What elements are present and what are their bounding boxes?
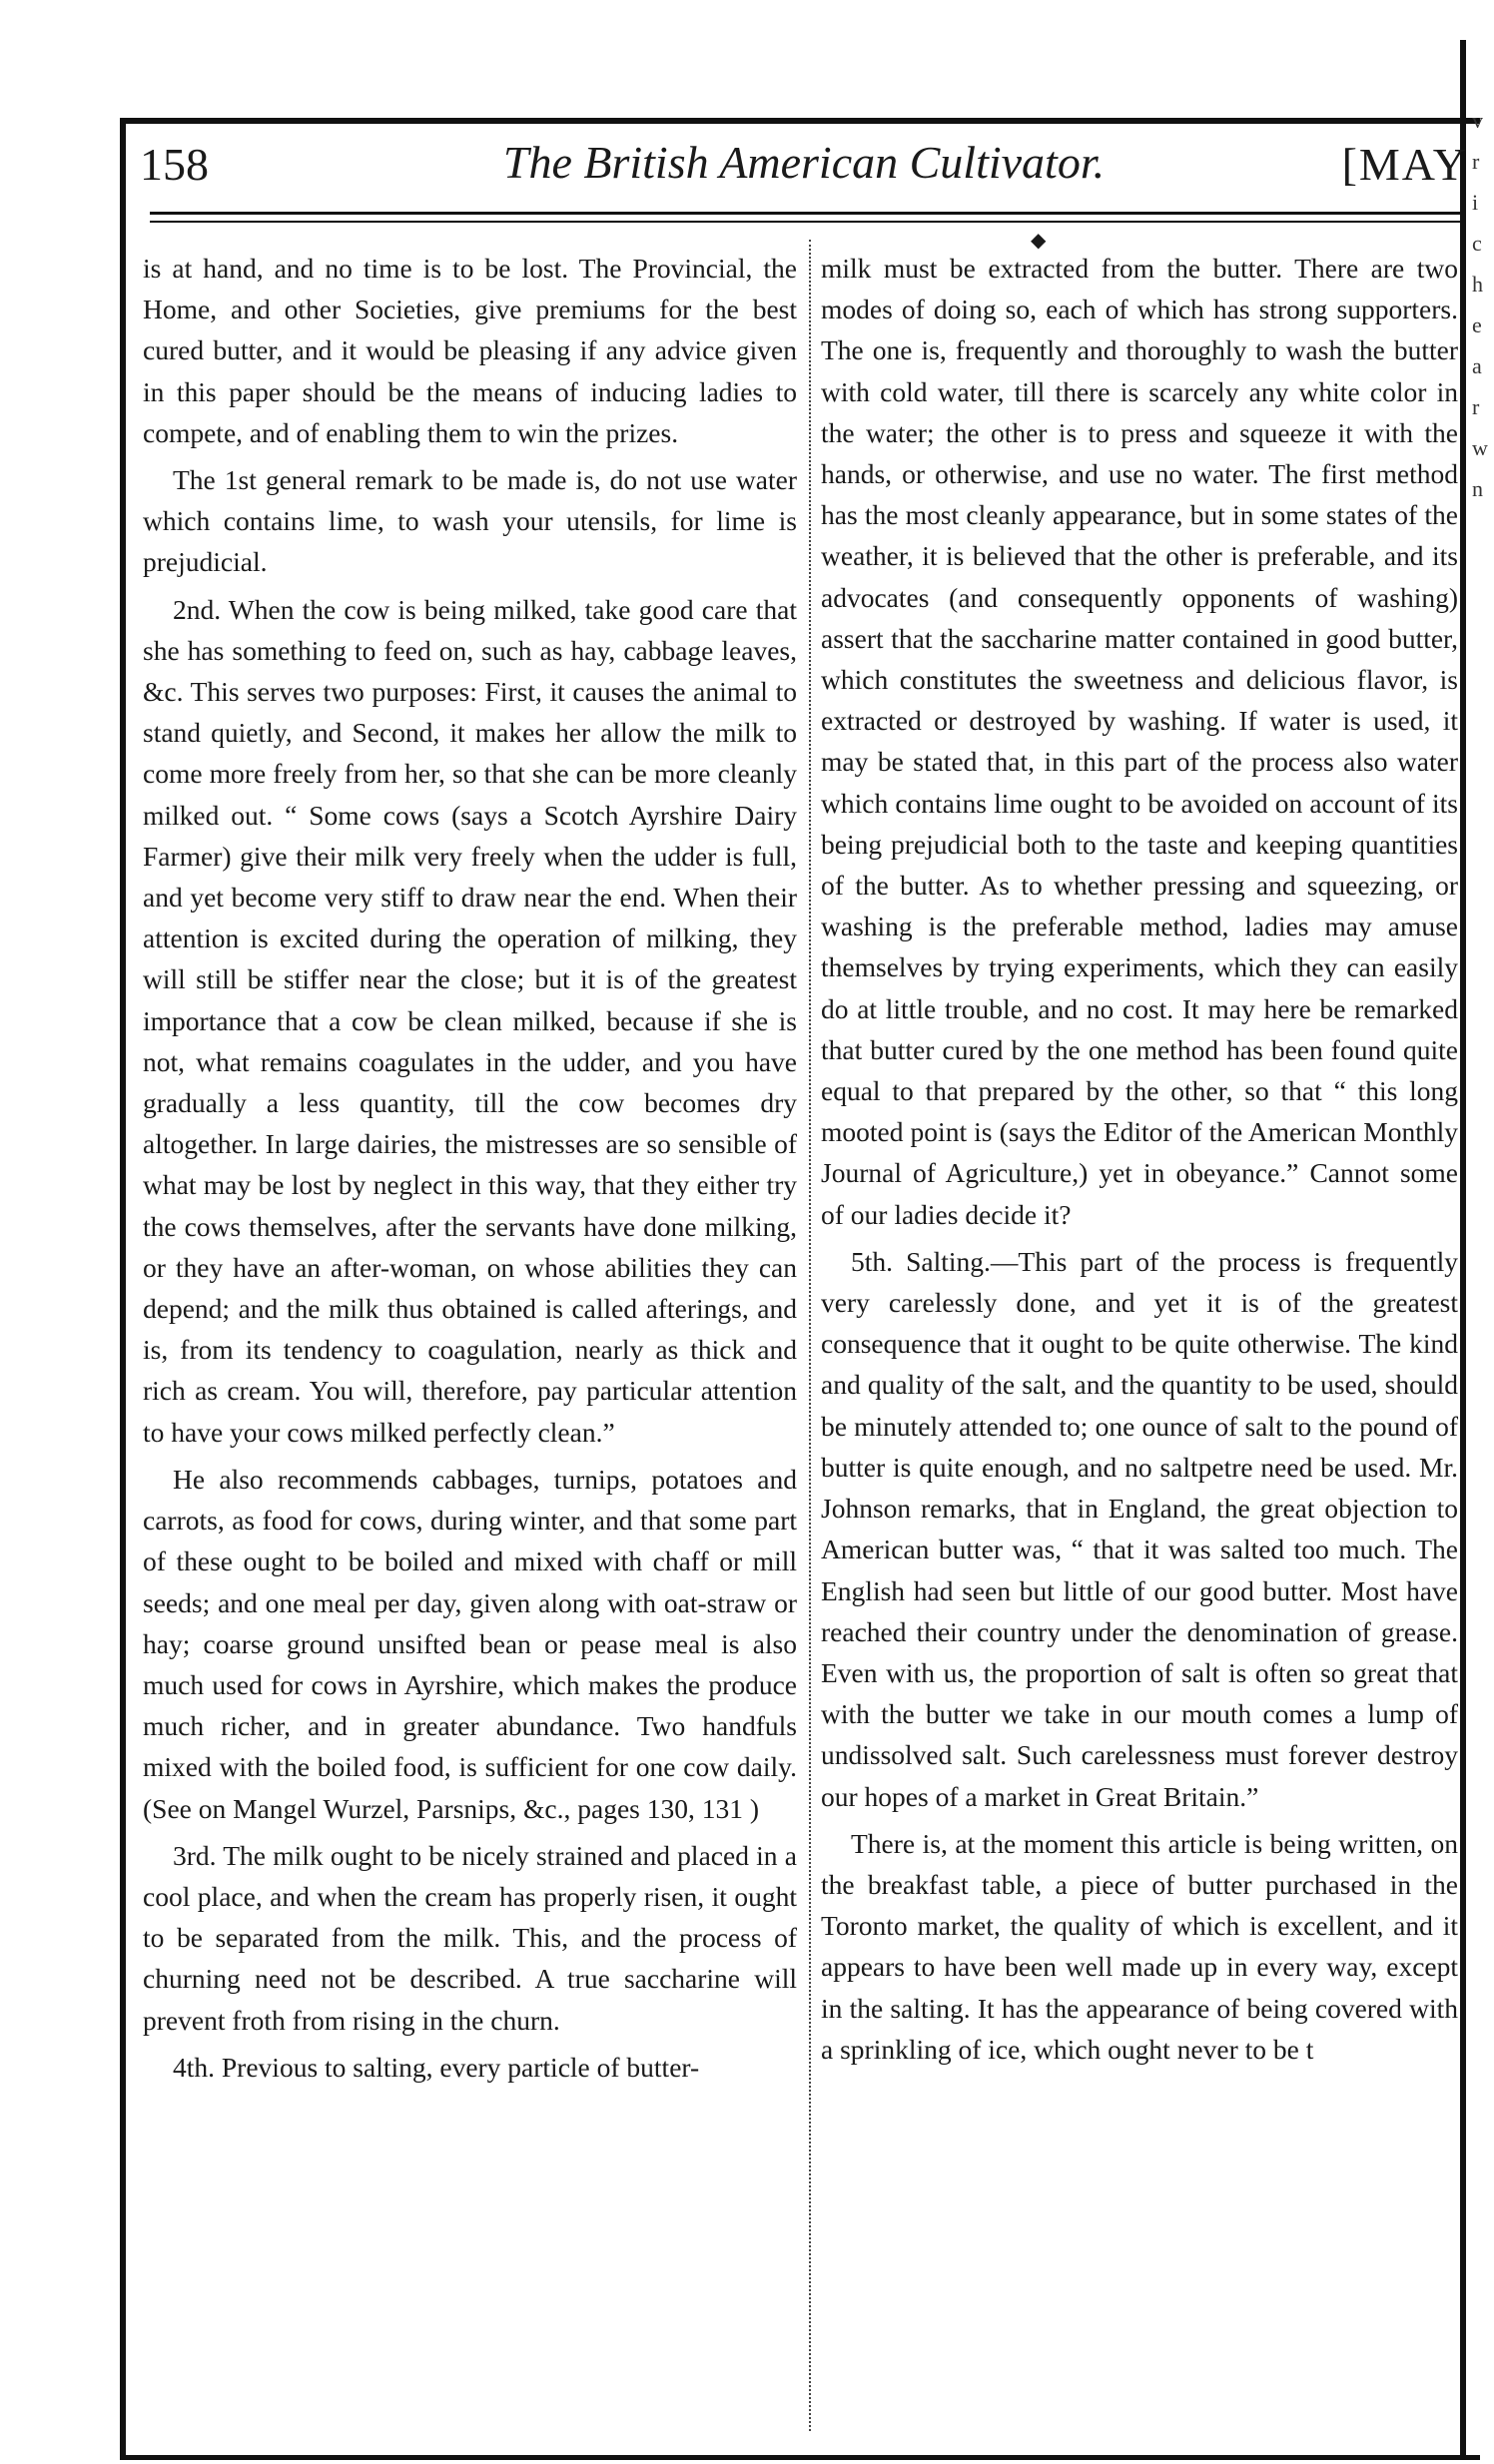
paragraph: 2nd. When the cow is being milked, take good care that she has something to feed on, such as hay, cabbage leaves, &c. This serves two purposes: First, it causes the animal to stand quietly, and Second, it makes her allow the milk to come more freely from her, so that she can be more cleanly milked out. “ Some cows (says a Scotch Ayrshire Dairy Farmer) give their milk very freely when the udder is full, and yet become very stiff to draw near the end. When their attention is excited during the operation of milking, they will still be stiffer near the close; but it is of the greatest importance that a cow be clean milked, because if she is not, what remains coagulates in the udder, and you have gradually a less quantity, till the cow becomes dry altogether. In large dairies, the mistresses are so sensible of what may be lost by neglect in this way, that they either try the cows themselves, after the servants have done milking, or they have an after-woman, on whose abilities they can depend; and the milk thus obtained is called afterings, and is, from its tendency to coagulation, nearly as thick and rich as cream. You will, therefore, pay particular attention to have your cows milked perfectly clean.”: [143, 593, 797, 1448]
left-column: [143, 248, 797, 2088]
ornament-diamond: ◆: [1031, 230, 1047, 252]
running-header: [140, 130, 1468, 210]
clipped-margin-text: v r i c h e a r w n: [1472, 108, 1488, 501]
page-edge-bar: [1460, 40, 1466, 2456]
issue-month: [MAY: [1341, 139, 1468, 190]
paragraph: 5th. Salting.—This part of the process is frequently very carelessly done, and yet it is of the greatest consequence that it ought to be quite otherwise. The kind and quality of the salt, and the quantity to be used, should be minutely attended to; one ounce of salt to the pound of butter is quite enough, and no saltpetre need be used. Mr. Johnson remarks, that in England, the great objection to American butter was, “ that it was salted too much. The English had seen but little of our good butter. Most have reached their country under the denomination of grease. Even with us, the proportion of salt is often so great that with the butter we take in our mouth comes a lump of undissolved salt. Such carelessness must forever destroy our hopes of a market in Great Britain.”: [821, 1245, 1458, 1812]
paragraph: There is, at the moment this article is being written, on the breakfast table, a piece of butter purchased in the Toronto market, the quality of which is excellent, and it appears to have been well made up in every way, except in the salting. It has the appearance of being covered with a sprinkling of ice, which ought never to be t: [821, 1827, 1458, 2065]
paragraph: The 1st general remark to be made is, do not use water which contains lime, to wash your utensils, for lime is prejudicial.: [143, 464, 797, 578]
paragraph: is at hand, and no time is to be lost. The Provincial, the Home, and other Societies, give premiums for the best cured butter, and it would be pleasing if any advice given in this paper should be the means of inducing ladies to compete, and of enabling them to win the prizes.: [143, 253, 797, 448]
paragraph: 4th. Previous to salting, every particle of butter-: [173, 2051, 700, 2083]
paragraph: milk must be extracted from the butter. There are two modes of doing so, each of which has strong supporters. The one is, frequently and thoroughly to wash the butter with cold water, till there is scarcely any white color in the water; the other is to press and squeeze it with the hands, or otherwise, and use no water. The first method has the most cleanly appearance, but in some states of the weather, it is believed that the other is preferable, and its advocates (and consequently opponents of washing) assert that the saccharine matter contained in good butter, which constitutes the sweetness and delicious flavor, is extracted or destroyed by washing. If water is used, it may be stated that, in this part of the process also water which contains lime ought to be avoided on account of its being prejudicial both to the taste and keeping quantities of the butter. As to whether pressing and squeezing, or washing is the preferable method, ladies may amuse themselves by trying experiments, which they can easily do at little trouble, and no cost. It may here be remarked that butter cured by the one method has been found quite equal to that prepared by the other, so that “ this long mooted point is (says the Editor of the American Monthly Journal of Agriculture,) yet in obeyance.” Cannot some of our ladies decide it?: [821, 253, 1458, 1230]
header-rule-thin: [150, 221, 1463, 223]
paragraph: 3rd. The milk ought to be nicely strained and placed in a cool place, and when the cream has properly risen, it ought to be separated from the milk. This, and the process of churning need not be described. A true saccharine will prevent froth from rising in the churn.: [143, 1839, 797, 2036]
page-number: 158: [140, 139, 209, 190]
right-column: [821, 248, 1458, 2070]
publication-title: The British American Cultivator.: [502, 137, 1106, 188]
column-divider: [809, 240, 812, 2431]
paragraph: He also recommends cabbages, turnips, potatoes and carrots, as food for cows, during winter, and that some part of these ought to be boiled and mixed with chaff or mill seeds; and one meal per day, given along with oat-straw or hay; coarse ground unsifted bean or pease meal is also much used for cows in Ayrshire, which makes the produce much richer, and in greater abundance. Two handfuls mixed with the boiled food, is sufficient for one cow daily. (See on Mangel Wurzel, Parsnips, &c., pages 130, 131 ): [143, 1463, 797, 1824]
header-rule-thick: [150, 212, 1463, 215]
